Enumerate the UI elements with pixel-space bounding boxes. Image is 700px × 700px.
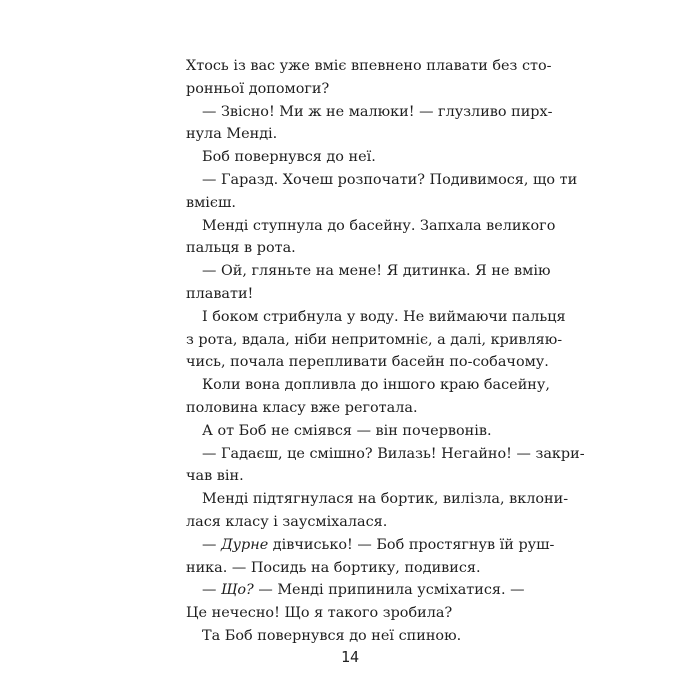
text-line: нула Менді.: [186, 126, 278, 143]
page-number: 14: [340, 648, 360, 666]
text-line: А от Боб не сміявся — він почервонів.: [202, 422, 492, 439]
text-line: половина класу вже реготала.: [186, 399, 418, 416]
text-line: ронньої допомоги?: [186, 80, 330, 97]
text-line: Боб повернувся до неї.: [202, 149, 376, 166]
text-line: ника. — Посидь на бортику, подивися.: [186, 559, 481, 576]
text-line: вмієш.: [186, 194, 236, 211]
text-line: Менді підтягнулася на бортик, вилізла, вклони-: [202, 491, 569, 508]
text-line: Хтось із вас уже вміє впевнено плавати без сто-: [186, 58, 552, 74]
text-line: [186, 579, 525, 602]
text-line: — Гаразд. Хочеш розпочати? Подивимося, що ти: [202, 171, 578, 188]
text-line: Коли вона допливла до іншого краю басейну,: [202, 377, 550, 394]
text-fragment: дівчисько! — Боб простягнув їй руш-: [268, 536, 555, 553]
text-line: лася класу і заусміхалася.: [186, 513, 388, 530]
text-line: — Ой, гляньте на мене! Я дитинка. Я не вмію: [202, 263, 551, 280]
italic-word: Що?: [220, 582, 254, 599]
text-line: Та Боб повернувся до неї спиною.: [202, 627, 462, 644]
text-line: пальця в рота.: [186, 240, 296, 257]
text-line: Це нечесно! Що я такого зробила?: [186, 605, 453, 622]
text-line: чав він.: [186, 468, 244, 485]
text-line: — Звісно! Ми ж не малюки! — глузливо пирх-: [202, 103, 553, 120]
text-fragment: —: [202, 536, 221, 553]
text-line: — Гадаєш, це смішно? Вилазь! Негайно! — закри-: [202, 445, 585, 462]
text-line: [186, 534, 555, 557]
text-fragment: —: [202, 582, 221, 599]
text-line: чись, почала перепливати басейн по-собачому.: [186, 354, 549, 371]
italic-word: Дурне: [220, 536, 269, 553]
text-line: І боком стрибнула у воду. Не виймаючи пальця: [202, 308, 566, 325]
text-fragment: — Менді припинила усміхатися. —: [253, 582, 525, 599]
text-line: Менді ступнула до басейну. Запхала великого: [202, 217, 556, 234]
text-line: плавати!: [186, 285, 254, 302]
body-text: [186, 55, 585, 648]
text-line: з рота, вдала, ніби непритомніє, а далі, кривляю-: [186, 331, 563, 348]
